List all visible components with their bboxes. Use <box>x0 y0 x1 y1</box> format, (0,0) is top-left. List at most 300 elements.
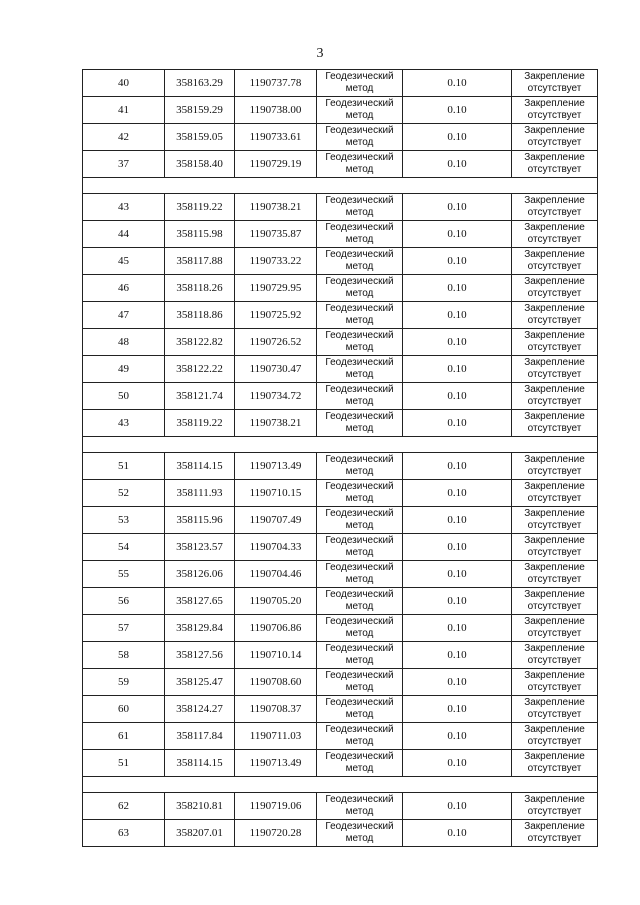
fixation-cell-line1: Закрепление <box>524 384 585 395</box>
method-cell-line1: Геодезический <box>325 589 394 600</box>
method-cell-line1: Геодезический <box>325 98 394 109</box>
method-cell-line1: Геодезический <box>325 751 394 762</box>
fixation-cell <box>512 194 598 221</box>
accuracy-cell: 0.10 <box>403 248 512 275</box>
fixation-cell-line1: Закрепление <box>524 751 585 762</box>
x-coordinate-cell: 358122.82 <box>165 329 235 356</box>
accuracy-cell: 0.10 <box>403 194 512 221</box>
method-cell <box>317 329 403 356</box>
point-number-cell: 44 <box>83 221 165 248</box>
y-coordinate-cell: 1190710.15 <box>235 480 317 507</box>
fixation-cell-line2: отсутствует <box>527 315 582 326</box>
table-row <box>83 820 598 847</box>
fixation-cell-line2: отсутствует <box>527 396 582 407</box>
fixation-cell <box>512 329 598 356</box>
method-cell-line2: метод <box>345 682 374 693</box>
table-row <box>83 669 598 696</box>
fixation-cell-line2: отсутствует <box>527 369 582 380</box>
method-cell <box>317 696 403 723</box>
fixation-cell <box>512 97 598 124</box>
fixation-cell <box>512 642 598 669</box>
y-coordinate-cell: 1190729.95 <box>235 275 317 302</box>
accuracy-cell: 0.10 <box>403 750 512 777</box>
fixation-cell-line1: Закрепление <box>524 195 585 206</box>
method-cell-line1: Геодезический <box>325 303 394 314</box>
method-cell-line1: Геодезический <box>325 125 394 136</box>
method-cell-line2: метод <box>345 520 374 531</box>
table-row <box>83 124 598 151</box>
table-row <box>83 642 598 669</box>
fixation-cell-line2: отсутствует <box>527 423 582 434</box>
method-cell <box>317 534 403 561</box>
point-number-cell: 62 <box>83 793 165 820</box>
x-coordinate-cell: 358115.98 <box>165 221 235 248</box>
method-cell <box>317 410 403 437</box>
table-row <box>83 97 598 124</box>
y-coordinate-cell: 1190713.49 <box>235 750 317 777</box>
accuracy-cell: 0.10 <box>403 97 512 124</box>
fixation-cell-line1: Закрепление <box>524 616 585 627</box>
fixation-cell <box>512 383 598 410</box>
fixation-cell-line1: Закрепление <box>524 249 585 260</box>
y-coordinate-cell: 1190733.61 <box>235 124 317 151</box>
fixation-cell <box>512 615 598 642</box>
fixation-cell-line1: Закрепление <box>524 330 585 341</box>
point-number-cell: 63 <box>83 820 165 847</box>
x-coordinate-cell: 358122.22 <box>165 356 235 383</box>
fixation-cell-line2: отсутствует <box>527 493 582 504</box>
fixation-cell-line2: отсутствует <box>527 709 582 720</box>
fixation-cell-line1: Закрепление <box>524 562 585 573</box>
accuracy-cell: 0.10 <box>403 669 512 696</box>
point-number-cell: 56 <box>83 588 165 615</box>
method-cell-line1: Геодезический <box>325 535 394 546</box>
fixation-cell-line2: отсутствует <box>527 601 582 612</box>
x-coordinate-cell: 358114.15 <box>165 750 235 777</box>
method-cell-line1: Геодезический <box>325 643 394 654</box>
fixation-cell <box>512 410 598 437</box>
fixation-cell-line2: отсутствует <box>527 110 582 121</box>
method-cell-line2: метод <box>345 806 374 817</box>
y-coordinate-cell: 1190707.49 <box>235 507 317 534</box>
x-coordinate-cell: 358111.93 <box>165 480 235 507</box>
method-cell <box>317 383 403 410</box>
x-coordinate-cell: 358125.47 <box>165 669 235 696</box>
table-row <box>83 329 598 356</box>
method-cell-line1: Геодезический <box>325 152 394 163</box>
method-cell-line2: метод <box>345 547 374 558</box>
fixation-cell-line1: Закрепление <box>524 98 585 109</box>
method-cell-line1: Геодезический <box>325 794 394 805</box>
fixation-cell-line2: отсутствует <box>527 342 582 353</box>
method-cell <box>317 124 403 151</box>
accuracy-cell: 0.10 <box>403 793 512 820</box>
table-row <box>83 151 598 178</box>
point-number-cell: 57 <box>83 615 165 642</box>
accuracy-cell: 0.10 <box>403 221 512 248</box>
table-row <box>83 194 598 221</box>
x-coordinate-cell: 358118.86 <box>165 302 235 329</box>
method-cell-line2: метод <box>345 736 374 747</box>
x-coordinate-cell: 358119.22 <box>165 194 235 221</box>
method-cell <box>317 97 403 124</box>
method-cell-line2: метод <box>345 833 374 844</box>
point-number-cell: 42 <box>83 124 165 151</box>
method-cell-line1: Геодезический <box>325 508 394 519</box>
fixation-cell-line2: отсутствует <box>527 682 582 693</box>
x-coordinate-cell: 358207.01 <box>165 820 235 847</box>
method-cell-line1: Геодезический <box>325 481 394 492</box>
table-row <box>83 480 598 507</box>
accuracy-cell: 0.10 <box>403 480 512 507</box>
x-coordinate-cell: 358126.06 <box>165 561 235 588</box>
x-coordinate-cell: 358118.26 <box>165 275 235 302</box>
accuracy-cell: 0.10 <box>403 410 512 437</box>
point-number-cell: 41 <box>83 97 165 124</box>
fixation-cell <box>512 588 598 615</box>
method-cell-line2: метод <box>345 83 374 94</box>
point-number-cell: 50 <box>83 383 165 410</box>
point-number-cell: 55 <box>83 561 165 588</box>
accuracy-cell: 0.10 <box>403 534 512 561</box>
fixation-cell-line1: Закрепление <box>524 357 585 368</box>
fixation-cell <box>512 561 598 588</box>
table-row <box>83 534 598 561</box>
method-cell <box>317 723 403 750</box>
method-cell-line1: Геодезический <box>325 411 394 422</box>
x-coordinate-cell: 358159.05 <box>165 124 235 151</box>
accuracy-cell: 0.10 <box>403 151 512 178</box>
method-cell <box>317 588 403 615</box>
method-cell-line2: метод <box>345 137 374 148</box>
fixation-cell <box>512 669 598 696</box>
fixation-cell-line2: отсутствует <box>527 234 582 245</box>
method-cell-line1: Геодезический <box>325 249 394 260</box>
separator-cell <box>83 437 598 453</box>
fixation-cell-line1: Закрепление <box>524 508 585 519</box>
fixation-cell <box>512 723 598 750</box>
fixation-cell-line1: Закрепление <box>524 724 585 735</box>
fixation-cell-line2: отсутствует <box>527 207 582 218</box>
x-coordinate-cell: 358117.84 <box>165 723 235 750</box>
method-cell <box>317 302 403 329</box>
method-cell-line2: метод <box>345 342 374 353</box>
accuracy-cell: 0.10 <box>403 561 512 588</box>
table-row <box>83 221 598 248</box>
fixation-cell-line2: отсутствует <box>527 833 582 844</box>
fixation-cell-line1: Закрепление <box>524 303 585 314</box>
point-number-cell: 51 <box>83 453 165 480</box>
method-cell <box>317 820 403 847</box>
accuracy-cell: 0.10 <box>403 696 512 723</box>
fixation-cell-line2: отсутствует <box>527 574 582 585</box>
method-cell <box>317 669 403 696</box>
method-cell <box>317 356 403 383</box>
separator-cell <box>83 777 598 793</box>
point-number-cell: 51 <box>83 750 165 777</box>
fixation-cell-line2: отсутствует <box>527 655 582 666</box>
x-coordinate-cell: 358158.40 <box>165 151 235 178</box>
fixation-cell-line2: отсутствует <box>527 164 582 175</box>
fixation-cell <box>512 750 598 777</box>
group-separator-row <box>83 777 598 793</box>
method-cell-line2: метод <box>345 574 374 585</box>
method-cell-line2: метод <box>345 466 374 477</box>
fixation-cell <box>512 70 598 97</box>
fixation-cell-line1: Закрепление <box>524 125 585 136</box>
y-coordinate-cell: 1190726.52 <box>235 329 317 356</box>
fixation-cell <box>512 302 598 329</box>
y-coordinate-cell: 1190704.46 <box>235 561 317 588</box>
method-cell-line1: Геодезический <box>325 454 394 465</box>
method-cell-line1: Геодезический <box>325 195 394 206</box>
method-cell <box>317 561 403 588</box>
table-row <box>83 356 598 383</box>
accuracy-cell: 0.10 <box>403 70 512 97</box>
method-cell-line2: метод <box>345 288 374 299</box>
method-cell-line1: Геодезический <box>325 71 394 82</box>
accuracy-cell: 0.10 <box>403 124 512 151</box>
fixation-cell-line2: отсутствует <box>527 288 582 299</box>
fixation-cell-line2: отсутствует <box>527 466 582 477</box>
accuracy-cell: 0.10 <box>403 356 512 383</box>
fixation-cell <box>512 820 598 847</box>
fixation-cell-line1: Закрепление <box>524 643 585 654</box>
table-row <box>83 750 598 777</box>
fixation-cell-line1: Закрепление <box>524 71 585 82</box>
fixation-cell-line1: Закрепление <box>524 697 585 708</box>
group-separator-row <box>83 437 598 453</box>
method-cell-line2: метод <box>345 628 374 639</box>
fixation-cell-line1: Закрепление <box>524 535 585 546</box>
y-coordinate-cell: 1190729.19 <box>235 151 317 178</box>
accuracy-cell: 0.10 <box>403 507 512 534</box>
x-coordinate-cell: 358127.65 <box>165 588 235 615</box>
table-row <box>83 275 598 302</box>
table-row <box>83 696 598 723</box>
method-cell <box>317 793 403 820</box>
method-cell-line1: Геодезический <box>325 724 394 735</box>
point-number-cell: 53 <box>83 507 165 534</box>
x-coordinate-cell: 358127.56 <box>165 642 235 669</box>
point-number-cell: 43 <box>83 194 165 221</box>
method-cell-line2: метод <box>345 396 374 407</box>
y-coordinate-cell: 1190730.47 <box>235 356 317 383</box>
table-row <box>83 615 598 642</box>
table-row <box>83 70 598 97</box>
y-coordinate-cell: 1190738.21 <box>235 410 317 437</box>
x-coordinate-cell: 358117.88 <box>165 248 235 275</box>
accuracy-cell: 0.10 <box>403 615 512 642</box>
table-row <box>83 588 598 615</box>
table-row <box>83 302 598 329</box>
method-cell <box>317 750 403 777</box>
table-row <box>83 723 598 750</box>
fixation-cell-line2: отсутствует <box>527 83 582 94</box>
y-coordinate-cell: 1190735.87 <box>235 221 317 248</box>
method-cell-line2: метод <box>345 207 374 218</box>
fixation-cell-line1: Закрепление <box>524 794 585 805</box>
method-cell-line2: метод <box>345 110 374 121</box>
x-coordinate-cell: 358124.27 <box>165 696 235 723</box>
method-cell-line1: Геодезический <box>325 697 394 708</box>
point-number-cell: 52 <box>83 480 165 507</box>
point-number-cell: 54 <box>83 534 165 561</box>
accuracy-cell: 0.10 <box>403 642 512 669</box>
fixation-cell-line2: отсутствует <box>527 763 582 774</box>
method-cell-line2: метод <box>345 601 374 612</box>
accuracy-cell: 0.10 <box>403 329 512 356</box>
accuracy-cell: 0.10 <box>403 723 512 750</box>
fixation-cell-line2: отсутствует <box>527 547 582 558</box>
method-cell-line2: метод <box>345 655 374 666</box>
y-coordinate-cell: 1190733.22 <box>235 248 317 275</box>
separator-cell <box>83 178 598 194</box>
point-number-cell: 47 <box>83 302 165 329</box>
method-cell-line1: Геодезический <box>325 330 394 341</box>
fixation-cell-line1: Закрепление <box>524 276 585 287</box>
y-coordinate-cell: 1190705.20 <box>235 588 317 615</box>
table-row <box>83 561 598 588</box>
table-row <box>83 453 598 480</box>
y-coordinate-cell: 1190738.21 <box>235 194 317 221</box>
coordinates-table-body <box>83 70 598 847</box>
table-row <box>83 248 598 275</box>
y-coordinate-cell: 1190706.86 <box>235 615 317 642</box>
method-cell-line1: Геодезический <box>325 821 394 832</box>
x-coordinate-cell: 358129.84 <box>165 615 235 642</box>
fixation-cell <box>512 356 598 383</box>
accuracy-cell: 0.10 <box>403 275 512 302</box>
method-cell <box>317 151 403 178</box>
y-coordinate-cell: 1190708.60 <box>235 669 317 696</box>
method-cell-line2: метод <box>345 709 374 720</box>
point-number-cell: 60 <box>83 696 165 723</box>
point-number-cell: 43 <box>83 410 165 437</box>
x-coordinate-cell: 358114.15 <box>165 453 235 480</box>
method-cell-line2: метод <box>345 261 374 272</box>
method-cell-line1: Геодезический <box>325 357 394 368</box>
method-cell <box>317 615 403 642</box>
fixation-cell-line1: Закрепление <box>524 821 585 832</box>
x-coordinate-cell: 358163.29 <box>165 70 235 97</box>
fixation-cell-line2: отсутствует <box>527 520 582 531</box>
point-number-cell: 48 <box>83 329 165 356</box>
method-cell-line1: Геодезический <box>325 276 394 287</box>
method-cell <box>317 221 403 248</box>
point-number-cell: 49 <box>83 356 165 383</box>
table-row <box>83 410 598 437</box>
x-coordinate-cell: 358159.29 <box>165 97 235 124</box>
accuracy-cell: 0.10 <box>403 453 512 480</box>
fixation-cell-line1: Закрепление <box>524 589 585 600</box>
point-number-cell: 59 <box>83 669 165 696</box>
method-cell-line2: метод <box>345 315 374 326</box>
fixation-cell <box>512 507 598 534</box>
x-coordinate-cell: 358121.74 <box>165 383 235 410</box>
coordinates-table <box>82 69 598 847</box>
point-number-cell: 46 <box>83 275 165 302</box>
fixation-cell <box>512 124 598 151</box>
y-coordinate-cell: 1190708.37 <box>235 696 317 723</box>
x-coordinate-cell: 358115.96 <box>165 507 235 534</box>
y-coordinate-cell: 1190719.06 <box>235 793 317 820</box>
method-cell-line2: метод <box>345 234 374 245</box>
point-number-cell: 40 <box>83 70 165 97</box>
point-number-cell: 37 <box>83 151 165 178</box>
method-cell <box>317 453 403 480</box>
fixation-cell <box>512 248 598 275</box>
fixation-cell <box>512 534 598 561</box>
accuracy-cell: 0.10 <box>403 588 512 615</box>
y-coordinate-cell: 1190738.00 <box>235 97 317 124</box>
method-cell <box>317 194 403 221</box>
method-cell <box>317 70 403 97</box>
fixation-cell <box>512 696 598 723</box>
fixation-cell <box>512 221 598 248</box>
method-cell <box>317 507 403 534</box>
method-cell <box>317 642 403 669</box>
point-number-cell: 61 <box>83 723 165 750</box>
fixation-cell-line1: Закрепление <box>524 454 585 465</box>
method-cell-line1: Геодезический <box>325 670 394 681</box>
fixation-cell-line1: Закрепление <box>524 152 585 163</box>
y-coordinate-cell: 1190711.03 <box>235 723 317 750</box>
table-row <box>83 383 598 410</box>
table-row <box>83 793 598 820</box>
method-cell <box>317 248 403 275</box>
fixation-cell <box>512 793 598 820</box>
fixation-cell-line1: Закрепление <box>524 222 585 233</box>
x-coordinate-cell: 358119.22 <box>165 410 235 437</box>
y-coordinate-cell: 1190704.33 <box>235 534 317 561</box>
x-coordinate-cell: 358210.81 <box>165 793 235 820</box>
method-cell-line2: метод <box>345 164 374 175</box>
method-cell <box>317 480 403 507</box>
fixation-cell-line1: Закрепление <box>524 411 585 422</box>
method-cell-line2: метод <box>345 423 374 434</box>
method-cell-line1: Геодезический <box>325 562 394 573</box>
fixation-cell <box>512 480 598 507</box>
y-coordinate-cell: 1190725.92 <box>235 302 317 329</box>
fixation-cell-line2: отсутствует <box>527 628 582 639</box>
table-row <box>83 507 598 534</box>
fixation-cell-line2: отсутствует <box>527 736 582 747</box>
fixation-cell-line2: отсутствует <box>527 137 582 148</box>
x-coordinate-cell: 358123.57 <box>165 534 235 561</box>
accuracy-cell: 0.10 <box>403 383 512 410</box>
method-cell-line1: Геодезический <box>325 222 394 233</box>
method-cell-line1: Геодезический <box>325 616 394 627</box>
y-coordinate-cell: 1190734.72 <box>235 383 317 410</box>
group-separator-row <box>83 178 598 194</box>
accuracy-cell: 0.10 <box>403 820 512 847</box>
method-cell-line2: метод <box>345 369 374 380</box>
fixation-cell-line1: Закрепление <box>524 481 585 492</box>
fixation-cell <box>512 453 598 480</box>
y-coordinate-cell: 1190737.78 <box>235 70 317 97</box>
y-coordinate-cell: 1190710.14 <box>235 642 317 669</box>
fixation-cell-line2: отсутствует <box>527 261 582 272</box>
point-number-cell: 58 <box>83 642 165 669</box>
method-cell-line2: метод <box>345 493 374 504</box>
fixation-cell <box>512 275 598 302</box>
method-cell-line1: Геодезический <box>325 384 394 395</box>
fixation-cell-line2: отсутствует <box>527 806 582 817</box>
point-number-cell: 45 <box>83 248 165 275</box>
method-cell <box>317 275 403 302</box>
page-number: 3 <box>316 46 324 61</box>
